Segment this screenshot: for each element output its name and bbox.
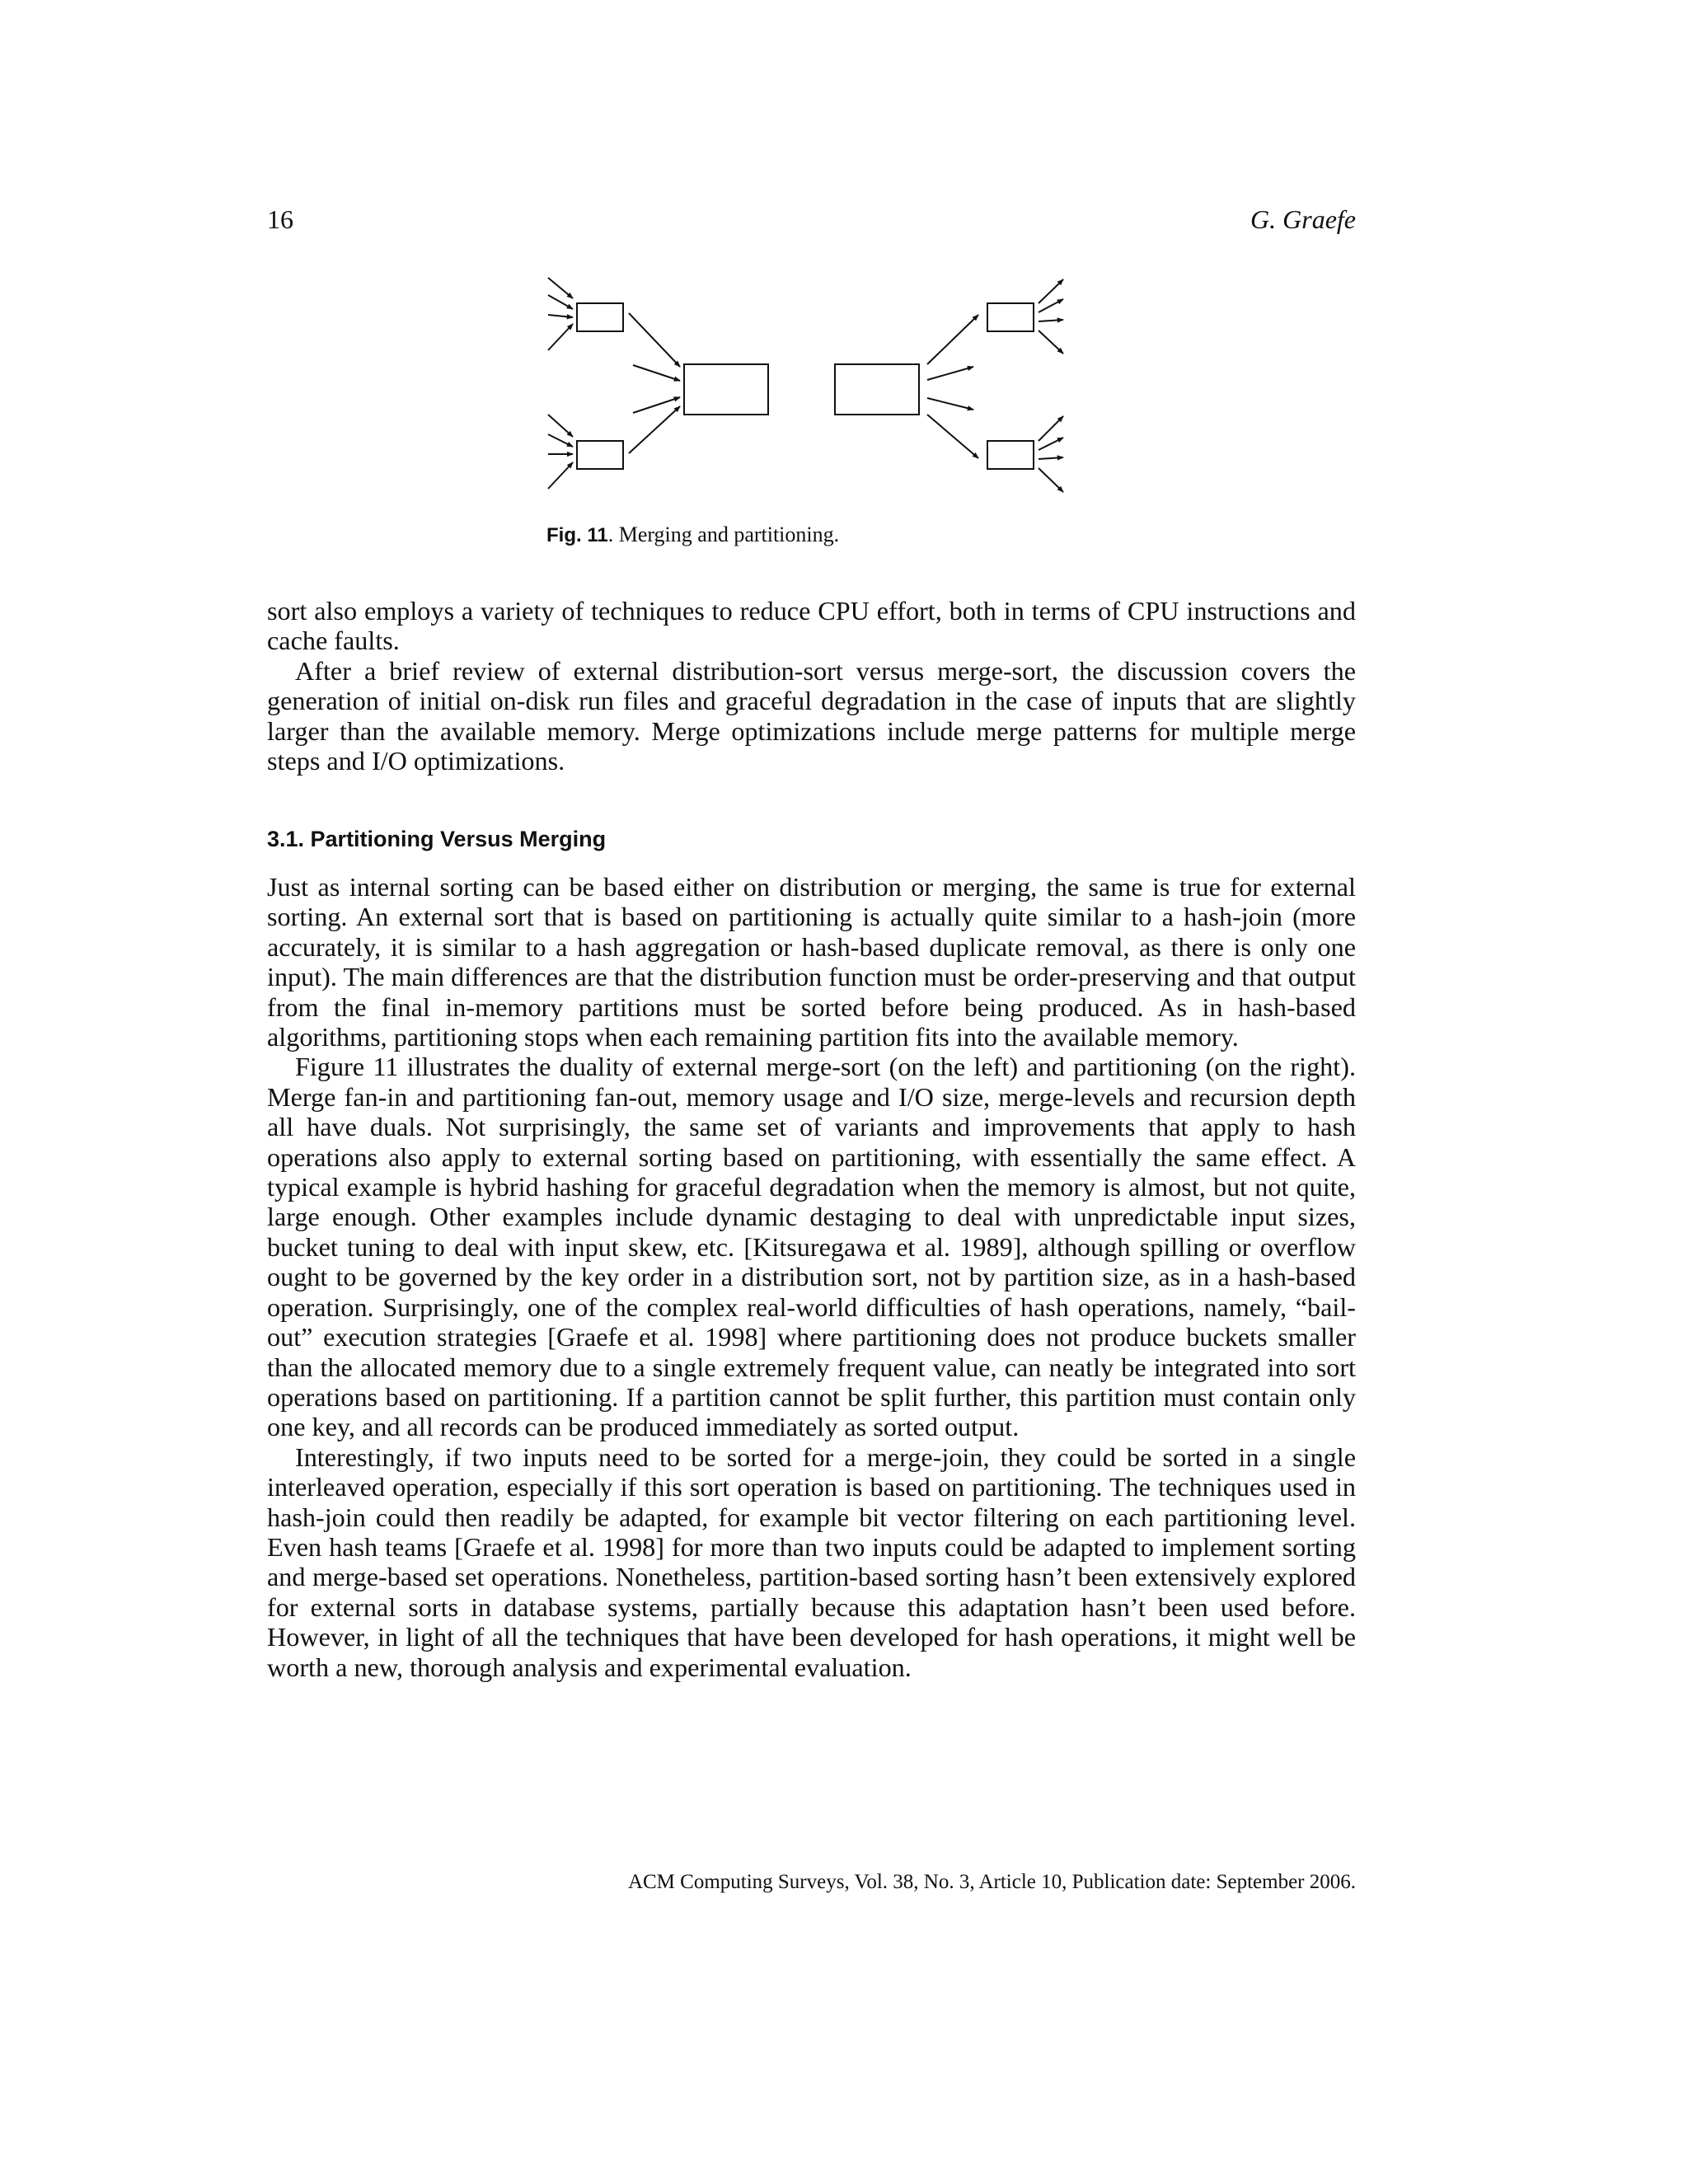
section-text-block xyxy=(267,872,1356,1682)
merge-input-run-bottom xyxy=(577,441,623,469)
body-paragraph: Interestingly, if two inputs need to be sorted for a merge-join, they could be sorted in a single interleaved operation, especially if this sort operation is based on partitioning. The techniques used in hash-join could then readily be adapted, for example bit vector filtering on each partitioning level. Even hash teams [Graefe et al. 1998] for more than two inputs could be adapted to implement sorting and merge-based set operations. Nonetheless, partition-based sorting hasn’t been extensively explored for external sorts in database systems, partially because this adaptation hasn’t been used before. However, in light of all the techniques that have been developed for hash operations, it might well be worth a new, thorough analysis and experimental evaluation. xyxy=(267,1441,1356,1682)
merge-buffer-box xyxy=(684,364,768,415)
figure-caption-label: Fig. 11 xyxy=(546,524,608,546)
section-heading: 3.1. Partitioning Versus Merging xyxy=(267,827,607,851)
partition-output-top xyxy=(987,303,1034,331)
page-footer-citation: ACM Computing Surveys, Vol. 38, No. 3, Article 10, Publication date: September 2006. xyxy=(627,1871,1356,1893)
figure-merging-partitioning xyxy=(540,268,1084,507)
body-paragraph: Figure 11 illustrates the duality of external merge-sort (on the left) and partitioning (on the right). Merge fan-in and partitioning fan-out, memory usage and I/O size, merge-levels and recursion depth all have duals. Not surprisingly, the same set of variants and improvements that apply to hash operations also apply to external sorting based on partitioning, with essentially the same effect. A typical example is hybrid hashing for graceful degradation when the memory is almost, but not quite, large enough. Other examples include dynamic destaging to deal with unpredictable input sizes, bucket tuning to deal with input skew, etc. [Kitsuregawa et al. 1989], although spilling or overflow ought to be governed by the key order in a distribution sort, not by partition size, as in a hash-based operation. Surprisingly, one of the complex real-world difficulties of hash operations, namely, “bail-out” execution strategies [Graefe et al. 1998] where partitioning does not produce buckets smaller than the allocated memory due to a single extremely frequent value, can neatly be integrated into sort operations based on partitioning. If a partition cannot be split further, this partition must contain only one key, and all records can be produced immediately as sorted output. xyxy=(267,1052,1356,1442)
partition-output-bottom xyxy=(987,441,1034,469)
body-paragraph: sort also employs a variety of techniques to reduce CPU effort, both in terms of CPU instructions and cache faults. xyxy=(267,596,1356,656)
intro-text-block xyxy=(267,596,1356,776)
body-paragraph: Just as internal sorting can be based either on distribution or merging, the same is true for external sorting. An external sort that is based on partitioning is actually quite similar to a hash-join (more accurately, it is similar to a hash aggregation or hash-based duplicate removal, as there is only one input). The main differences are that the distribution function must be order-preserving and that output from the final in-memory partitions must be sorted before being produced. As in hash-based algorithms, partitioning stops when each remaining partition fits into the available memory. xyxy=(267,872,1356,1052)
running-head-author: G. Graefe xyxy=(1250,204,1356,234)
page-number: 16 xyxy=(267,204,293,234)
figure-caption-text: . Merging and partitioning. xyxy=(607,523,840,546)
partition-buffer-box xyxy=(835,364,919,415)
merge-partition-diagram xyxy=(540,268,1084,507)
figure-caption xyxy=(546,521,839,550)
body-paragraph: After a brief review of external distribution-sort versus merge-sort, the discussion covers the generation of initial on-disk run files and graceful degradation in the case of inputs that are slightly larger than the available memory. Merge optimizations include merge patterns for multiple merge steps and I/O optimizations. xyxy=(267,655,1356,776)
merge-input-run-top xyxy=(577,303,623,331)
